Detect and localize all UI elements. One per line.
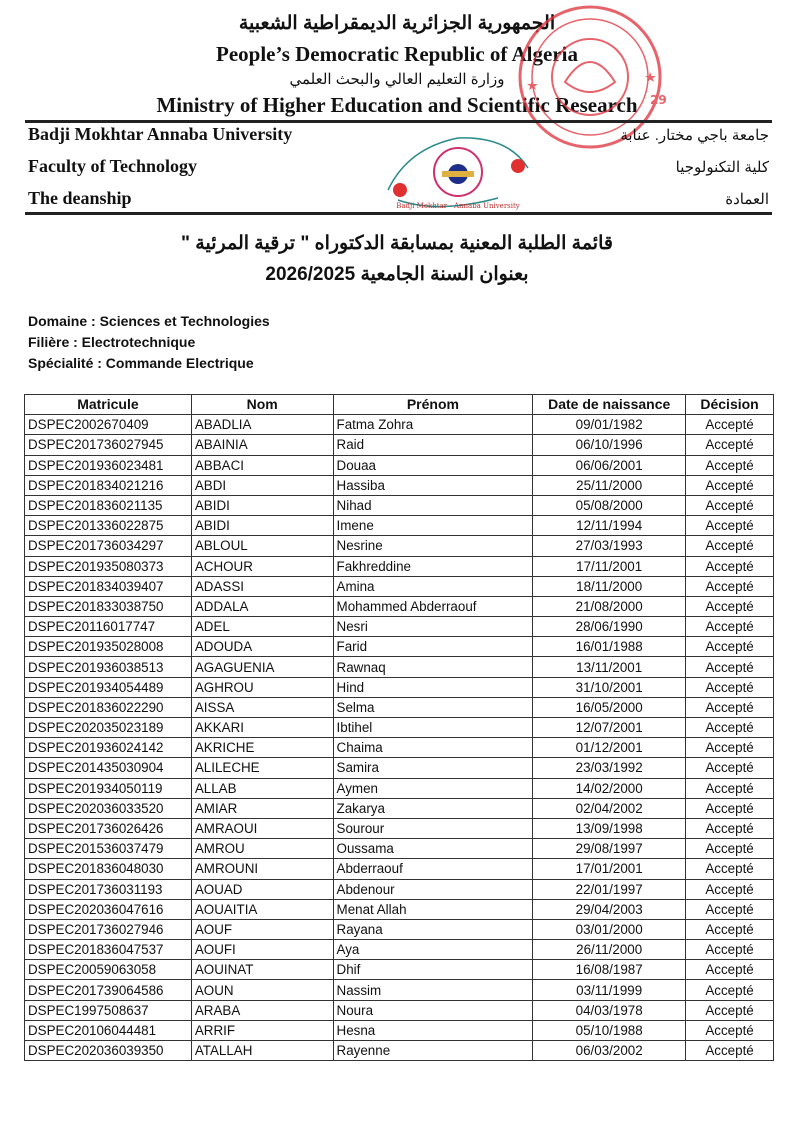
header-arabic-republic: الجمهورية الجزائرية الديمقراطية الشعبية (238, 13, 556, 34)
matricule-cell: DSPEC201935080373 (25, 556, 192, 576)
faculty-name-arabic: كلية التكنولوجيا (675, 159, 769, 176)
table-row (25, 718, 774, 738)
prenom-cell: Fakhreddine (333, 556, 533, 576)
matricule-cell: DSPEC201536037479 (25, 839, 192, 859)
deanship-label-arabic: العمادة (725, 191, 769, 208)
decision-cell: Accepté (686, 415, 774, 435)
prenom-cell: Nesri (333, 617, 533, 637)
matricule-cell: DSPEC20106044481 (25, 1020, 192, 1040)
matricule-cell: DSPEC201836022290 (25, 697, 192, 717)
matricule-cell: DSPEC202036033520 (25, 798, 192, 818)
date-naissance-cell: 17/01/2001 (533, 859, 686, 879)
decision-cell: Accepté (686, 1020, 774, 1040)
date-naissance-cell: 13/09/1998 (533, 818, 686, 838)
nom-cell: AMRAOUI (191, 818, 333, 838)
table-row (25, 980, 774, 1000)
decision-cell: Accepté (686, 576, 774, 596)
nom-cell: AGAGUENIA (191, 657, 333, 677)
table-row (25, 879, 774, 899)
decision-cell: Accepté (686, 1041, 774, 1061)
matricule-cell: DSPEC201934054489 (25, 677, 192, 697)
matricule-cell: DSPEC202035023189 (25, 718, 192, 738)
decision-cell: Accepté (686, 617, 774, 637)
decision-cell: Accepté (686, 839, 774, 859)
prenom-cell: Noura (333, 1000, 533, 1020)
matricule-cell: DSPEC201936038513 (25, 657, 192, 677)
nom-cell: AMIAR (191, 798, 333, 818)
matricule-cell: DSPEC201736027945 (25, 435, 192, 455)
nom-cell: ADDALA (191, 596, 333, 616)
table-row (25, 455, 774, 475)
date-naissance-cell: 28/06/1990 (533, 617, 686, 637)
table-row (25, 516, 774, 536)
nom-cell: AOUN (191, 980, 333, 1000)
nom-cell: ATALLAH (191, 1041, 333, 1061)
university-name: Badji Mokhtar Annaba University (28, 124, 293, 144)
matricule-cell: DSPEC201836021135 (25, 495, 192, 515)
prenom-cell: Raid (333, 435, 533, 455)
filiere-label: Filière : Electrotechnique (28, 334, 196, 350)
table-row (25, 495, 774, 515)
decision-cell: Accepté (686, 940, 774, 960)
table-row (25, 778, 774, 798)
table-row (25, 617, 774, 637)
decision-cell: Accepté (686, 980, 774, 1000)
decision-cell: Accepté (686, 657, 774, 677)
nom-cell: ADOUDA (191, 637, 333, 657)
matricule-cell: DSPEC201736034297 (25, 536, 192, 556)
nom-cell: AOUINAT (191, 960, 333, 980)
prenom-cell: Hassiba (333, 475, 533, 495)
matricule-cell: DSPEC201833038750 (25, 596, 192, 616)
nom-cell: ABBACI (191, 455, 333, 475)
decision-cell: Accepté (686, 596, 774, 616)
specialite-label: Spécialité : Commande Electrique (28, 355, 254, 371)
prenom-cell: Aya (333, 940, 533, 960)
decision-cell: Accepté (686, 778, 774, 798)
deanship-label: The deanship (28, 188, 132, 208)
decision-cell: Accepté (686, 899, 774, 919)
prenom-cell: Nesrine (333, 536, 533, 556)
table-row (25, 960, 774, 980)
nom-cell: ARABA (191, 1000, 333, 1020)
table-row (25, 475, 774, 495)
nom-cell: AOUAD (191, 879, 333, 899)
prenom-cell: Nassim (333, 980, 533, 1000)
prenom-cell: Hesna (333, 1020, 533, 1040)
nom-cell: ADEL (191, 617, 333, 637)
date-naissance-cell: 18/11/2000 (533, 576, 686, 596)
prenom-cell: Fatma Zohra (333, 415, 533, 435)
prenom-cell: Farid (333, 637, 533, 657)
document-subtitle: بعنوان السنة الجامعية 2026/2025 (265, 264, 529, 285)
table-row (25, 919, 774, 939)
nom-cell: ABDI (191, 475, 333, 495)
table-row (25, 1020, 774, 1040)
date-naissance-cell: 29/08/1997 (533, 839, 686, 859)
prenom-cell: Samira (333, 758, 533, 778)
table-row (25, 596, 774, 616)
prenom-cell: Imene (333, 516, 533, 536)
table-row (25, 1041, 774, 1061)
nom-cell: ABLOUL (191, 536, 333, 556)
matricule-cell: DSPEC201736026426 (25, 818, 192, 838)
university-name-arabic: جامعة باجي مختار. عنابة (620, 127, 769, 144)
nom-cell: AOUAITIA (191, 899, 333, 919)
table-header-row (25, 395, 774, 415)
date-naissance-cell: 29/04/2003 (533, 899, 686, 919)
domain-label: Domaine : Sciences et Technologies (28, 313, 270, 329)
matricule-cell: DSPEC20059063058 (25, 960, 192, 980)
nom-cell: ALILECHE (191, 758, 333, 778)
nom-cell: ABIDI (191, 516, 333, 536)
date-naissance-cell: 27/03/1993 (533, 536, 686, 556)
table-row (25, 738, 774, 758)
prenom-cell: Menat Allah (333, 899, 533, 919)
decision-cell: Accepté (686, 536, 774, 556)
nom-cell: AISSA (191, 697, 333, 717)
date-naissance-cell: 03/01/2000 (533, 919, 686, 939)
prenom-cell: Hind (333, 677, 533, 697)
decision-cell: Accepté (686, 435, 774, 455)
matricule-cell: DSPEC20116017747 (25, 617, 192, 637)
table-body (25, 415, 774, 1061)
matricule-cell: DSPEC201934050119 (25, 778, 192, 798)
decision-cell: Accepté (686, 718, 774, 738)
table-row (25, 637, 774, 657)
prenom-cell: Mohammed Abderraouf (333, 596, 533, 616)
decision-cell: Accepté (686, 798, 774, 818)
nom-cell: AKKARI (191, 718, 333, 738)
decision-cell: Accepté (686, 677, 774, 697)
decision-cell: Accepté (686, 556, 774, 576)
date-naissance-cell: 14/02/2000 (533, 778, 686, 798)
decision-cell: Accepté (686, 697, 774, 717)
prenom-cell: Nihad (333, 495, 533, 515)
table-row (25, 415, 774, 435)
table-row (25, 758, 774, 778)
prenom-cell: Sourour (333, 818, 533, 838)
column-header-matricule: Matricule (25, 395, 192, 415)
table-row (25, 435, 774, 455)
date-naissance-cell: 31/10/2001 (533, 677, 686, 697)
nom-cell: AMROUNI (191, 859, 333, 879)
matricule-cell: DSPEC201834039407 (25, 576, 192, 596)
date-naissance-cell: 13/11/2001 (533, 657, 686, 677)
table-row (25, 1000, 774, 1020)
table-row (25, 940, 774, 960)
matricule-cell: DSPEC201739064586 (25, 980, 192, 1000)
decision-cell: Accepté (686, 637, 774, 657)
date-naissance-cell: 16/01/1988 (533, 637, 686, 657)
date-naissance-cell: 02/04/2002 (533, 798, 686, 818)
nom-cell: AKRICHE (191, 738, 333, 758)
prenom-cell: Aymen (333, 778, 533, 798)
header-divider-bottom (25, 212, 772, 215)
table-row (25, 677, 774, 697)
date-naissance-cell: 03/11/1999 (533, 980, 686, 1000)
nom-cell: ADASSI (191, 576, 333, 596)
date-naissance-cell: 17/11/2001 (533, 556, 686, 576)
decision-cell: Accepté (686, 1000, 774, 1020)
prenom-cell: Zakarya (333, 798, 533, 818)
decision-cell: Accepté (686, 495, 774, 515)
matricule-cell: DSPEC202036039350 (25, 1041, 192, 1061)
faculty-name: Faculty of Technology (28, 156, 198, 176)
svg-text:29: 29 (650, 93, 667, 107)
date-naissance-cell: 26/11/2000 (533, 940, 686, 960)
column-header-prenom: Prénom (333, 395, 533, 415)
date-naissance-cell: 25/11/2000 (533, 475, 686, 495)
prenom-cell: Rawnaq (333, 657, 533, 677)
table-row (25, 657, 774, 677)
table-row (25, 536, 774, 556)
matricule-cell: DSPEC2002670409 (25, 415, 192, 435)
header-english-republic: People’s Democratic Republic of Algeria (216, 42, 578, 66)
prenom-cell: Dhif (333, 960, 533, 980)
prenom-cell: Selma (333, 697, 533, 717)
matricule-cell: DSPEC201836048030 (25, 859, 192, 879)
table-row (25, 839, 774, 859)
nom-cell: AOUFI (191, 940, 333, 960)
date-naissance-cell: 01/12/2001 (533, 738, 686, 758)
prenom-cell: Chaima (333, 738, 533, 758)
matricule-cell: DSPEC201736031193 (25, 879, 192, 899)
header-english-ministry: Ministry of Higher Education and Scientific Research (156, 93, 638, 117)
table-row (25, 859, 774, 879)
table-row (25, 798, 774, 818)
decision-cell: Accepté (686, 818, 774, 838)
decision-cell: Accepté (686, 919, 774, 939)
matricule-cell: DSPEC1997508637 (25, 1000, 192, 1020)
nom-cell: ALLAB (191, 778, 333, 798)
header-arabic-ministry: وزارة التعليم العالي والبحث العلمي (289, 71, 505, 88)
decision-cell: Accepté (686, 516, 774, 536)
date-naissance-cell: 06/10/1996 (533, 435, 686, 455)
column-header-date-naissance: Date de naissance (533, 395, 686, 415)
date-naissance-cell: 06/03/2002 (533, 1041, 686, 1061)
matricule-cell: DSPEC201834021216 (25, 475, 192, 495)
date-naissance-cell: 04/03/1978 (533, 1000, 686, 1020)
prenom-cell: Oussama (333, 839, 533, 859)
nom-cell: AMROU (191, 839, 333, 859)
nom-cell: ARRIF (191, 1020, 333, 1040)
table-row (25, 576, 774, 596)
nom-cell: ABIDI (191, 495, 333, 515)
prenom-cell: Abderraouf (333, 859, 533, 879)
table-row (25, 697, 774, 717)
matricule-cell: DSPEC201736027946 (25, 919, 192, 939)
column-header-decision: Décision (686, 395, 774, 415)
prenom-cell: Rayenne (333, 1041, 533, 1061)
date-naissance-cell: 16/08/1987 (533, 960, 686, 980)
table-row (25, 556, 774, 576)
prenom-cell: Rayana (333, 919, 533, 939)
date-naissance-cell: 12/07/2001 (533, 718, 686, 738)
prenom-cell: Douaa (333, 455, 533, 475)
date-naissance-cell: 21/08/2000 (533, 596, 686, 616)
nom-cell: ACHOUR (191, 556, 333, 576)
matricule-cell: DSPEC201935028008 (25, 637, 192, 657)
decision-cell: Accepté (686, 455, 774, 475)
date-naissance-cell: 22/01/1997 (533, 879, 686, 899)
faculty-logo-icon (378, 128, 538, 212)
date-naissance-cell: 23/03/1992 (533, 758, 686, 778)
document-title: قائمة الطلبة المعنية بمسابقة الدكتوراه " ترقية المرئية " (181, 233, 613, 254)
date-naissance-cell: 09/01/1982 (533, 415, 686, 435)
matricule-cell: DSPEC201435030904 (25, 758, 192, 778)
prenom-cell: Ibtihel (333, 718, 533, 738)
nom-cell: ABADLIA (191, 415, 333, 435)
prenom-cell: Amina (333, 576, 533, 596)
prenom-cell: Abdenour (333, 879, 533, 899)
decision-cell: Accepté (686, 475, 774, 495)
matricule-cell: DSPEC202036047616 (25, 899, 192, 919)
matricule-cell: DSPEC201336022875 (25, 516, 192, 536)
decision-cell: Accepté (686, 738, 774, 758)
decision-cell: Accepté (686, 879, 774, 899)
date-naissance-cell: 05/10/1988 (533, 1020, 686, 1040)
decision-cell: Accepté (686, 960, 774, 980)
column-header-nom: Nom (191, 395, 333, 415)
decision-cell: Accepté (686, 859, 774, 879)
decision-cell: Accepté (686, 758, 774, 778)
matricule-cell: DSPEC201936023481 (25, 455, 192, 475)
students-table (24, 394, 774, 1061)
date-naissance-cell: 12/11/1994 (533, 516, 686, 536)
date-naissance-cell: 06/06/2001 (533, 455, 686, 475)
nom-cell: AGHROU (191, 677, 333, 697)
table-row (25, 899, 774, 919)
table-row (25, 818, 774, 838)
header-divider-top (25, 120, 772, 123)
date-naissance-cell: 16/05/2000 (533, 697, 686, 717)
matricule-cell: DSPEC201936024142 (25, 738, 192, 758)
matricule-cell: DSPEC201836047537 (25, 940, 192, 960)
nom-cell: AOUF (191, 919, 333, 939)
svg-text:Badji Mokhtar - Annaba Univers: Badji Mokhtar - Annaba University (396, 202, 520, 210)
nom-cell: ABAINIA (191, 435, 333, 455)
date-naissance-cell: 05/08/2000 (533, 495, 686, 515)
